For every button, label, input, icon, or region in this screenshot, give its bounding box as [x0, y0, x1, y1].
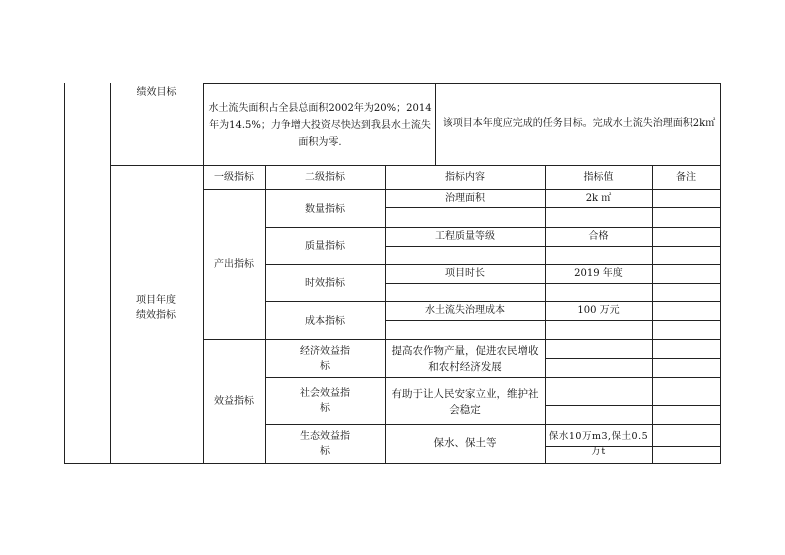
- header-value: 指标值: [583, 171, 614, 183]
- timeliness-value: 2019 年度: [574, 268, 623, 279]
- grid-line: [110, 83, 111, 464]
- grid-line: [545, 358, 721, 359]
- output-indicator-label: 产出指标: [214, 258, 254, 270]
- quantity-indicator-label: 数量指标: [305, 203, 345, 215]
- grid-line: [545, 405, 721, 406]
- quality-value: 合格: [588, 231, 609, 242]
- header-content: 指标内容: [445, 171, 485, 183]
- quantity-content: 治理面积: [445, 192, 485, 204]
- economic-content: 提高农作物产量，促进农民增收和农村经济发展: [391, 345, 539, 373]
- cost-content: 水土流失治理成本: [425, 305, 505, 316]
- header-level1: 一级指标: [214, 171, 254, 183]
- grid-line: [720, 83, 721, 464]
- grid-line: [265, 377, 721, 378]
- quality-content: 工程质量等级: [435, 231, 495, 242]
- header-level2: 二级指标: [305, 171, 345, 183]
- timeliness-indicator-label: 时效指标: [305, 277, 345, 289]
- quantity-value: 2k ㎡: [585, 192, 612, 204]
- grid-line: [385, 207, 721, 208]
- ecological-content: 保水、保土等: [433, 437, 497, 449]
- cost-value: 100 万元: [577, 305, 620, 316]
- grid-line: [64, 83, 65, 464]
- quality-indicator-label: 质量指标: [305, 240, 345, 252]
- social-content: 有助于让人民安家立业，维护社会稳定: [391, 388, 539, 416]
- goal-section-label: 绩效目标: [136, 86, 177, 98]
- grid-line: [64, 463, 721, 464]
- grid-line: [652, 165, 653, 464]
- grid-line: [385, 283, 721, 284]
- indicator-section-label: 项目年度绩效指标: [136, 295, 176, 321]
- ecological-indicator-label: 生态效益指标: [300, 431, 350, 457]
- long-term-goal-text: 水土流失面积占全县总面积2002年为20%；2014年为14.5%；力争增大投资尽快达到我县水土流失面积为零.: [208, 102, 432, 148]
- economic-indicator-label: 经济效益指标: [300, 346, 350, 372]
- grid-line: [435, 83, 436, 165]
- grid-line: [203, 339, 721, 340]
- annual-goal-text: 该项目本年度应完成的任务目标。完成水土流失治理面积2k㎡: [442, 118, 716, 129]
- grid-line: [385, 246, 721, 247]
- grid-line: [203, 83, 721, 84]
- social-indicator-label: 社会效益指标: [300, 388, 350, 414]
- header-note: 备注: [676, 171, 696, 183]
- cost-indicator-label: 成本指标: [305, 315, 345, 327]
- benefit-indicator-label: 效益指标: [214, 395, 254, 407]
- ecological-value: 保水10万m3,保土0.5万t: [548, 431, 649, 457]
- grid-line: [385, 320, 721, 321]
- timeliness-content: 项目时长: [445, 268, 485, 279]
